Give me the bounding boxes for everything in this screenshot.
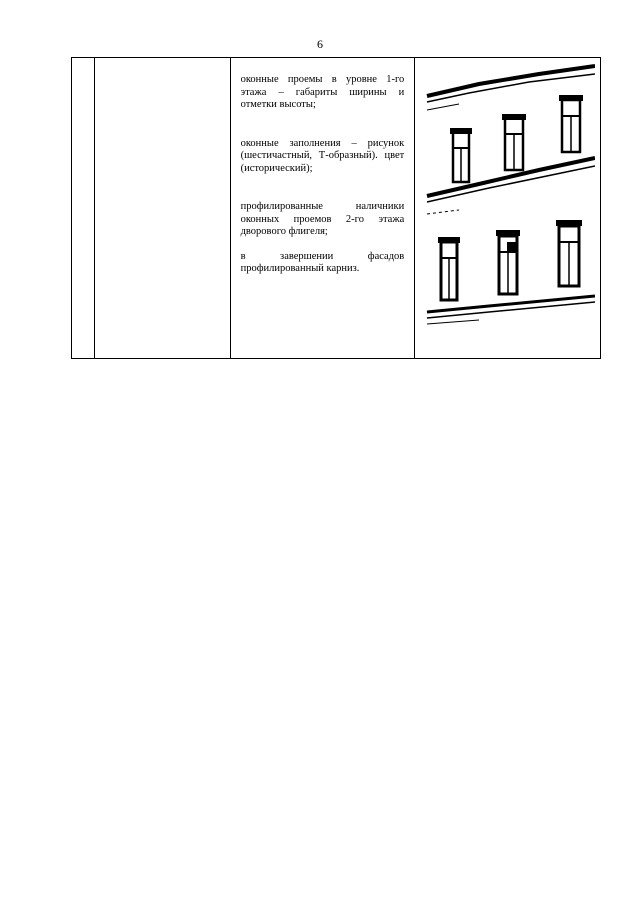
page-number: 6 xyxy=(317,37,323,51)
cell-name xyxy=(95,58,231,359)
cell-description xyxy=(230,58,415,359)
description-item-windows-level: оконные проемы в уровне 1-го этажа – габариты ширины и отметки высоты; xyxy=(240,74,405,110)
facade-photo-icon xyxy=(419,62,595,352)
description-item-window-fillings: оконные заполнения – рисунок (шестичастный, Т-образный). цвет (исторический); xyxy=(240,137,405,174)
table-row xyxy=(72,58,601,359)
cell-number xyxy=(72,58,95,359)
heritage-table xyxy=(71,57,601,359)
description-item-architraves: профилированные наличники оконных проемов 2-го этажа дворового флигеля; xyxy=(240,201,405,237)
cell-photo xyxy=(415,58,601,359)
description-item-cornice: в завершении фасадов профилированный карниз. xyxy=(240,250,405,274)
